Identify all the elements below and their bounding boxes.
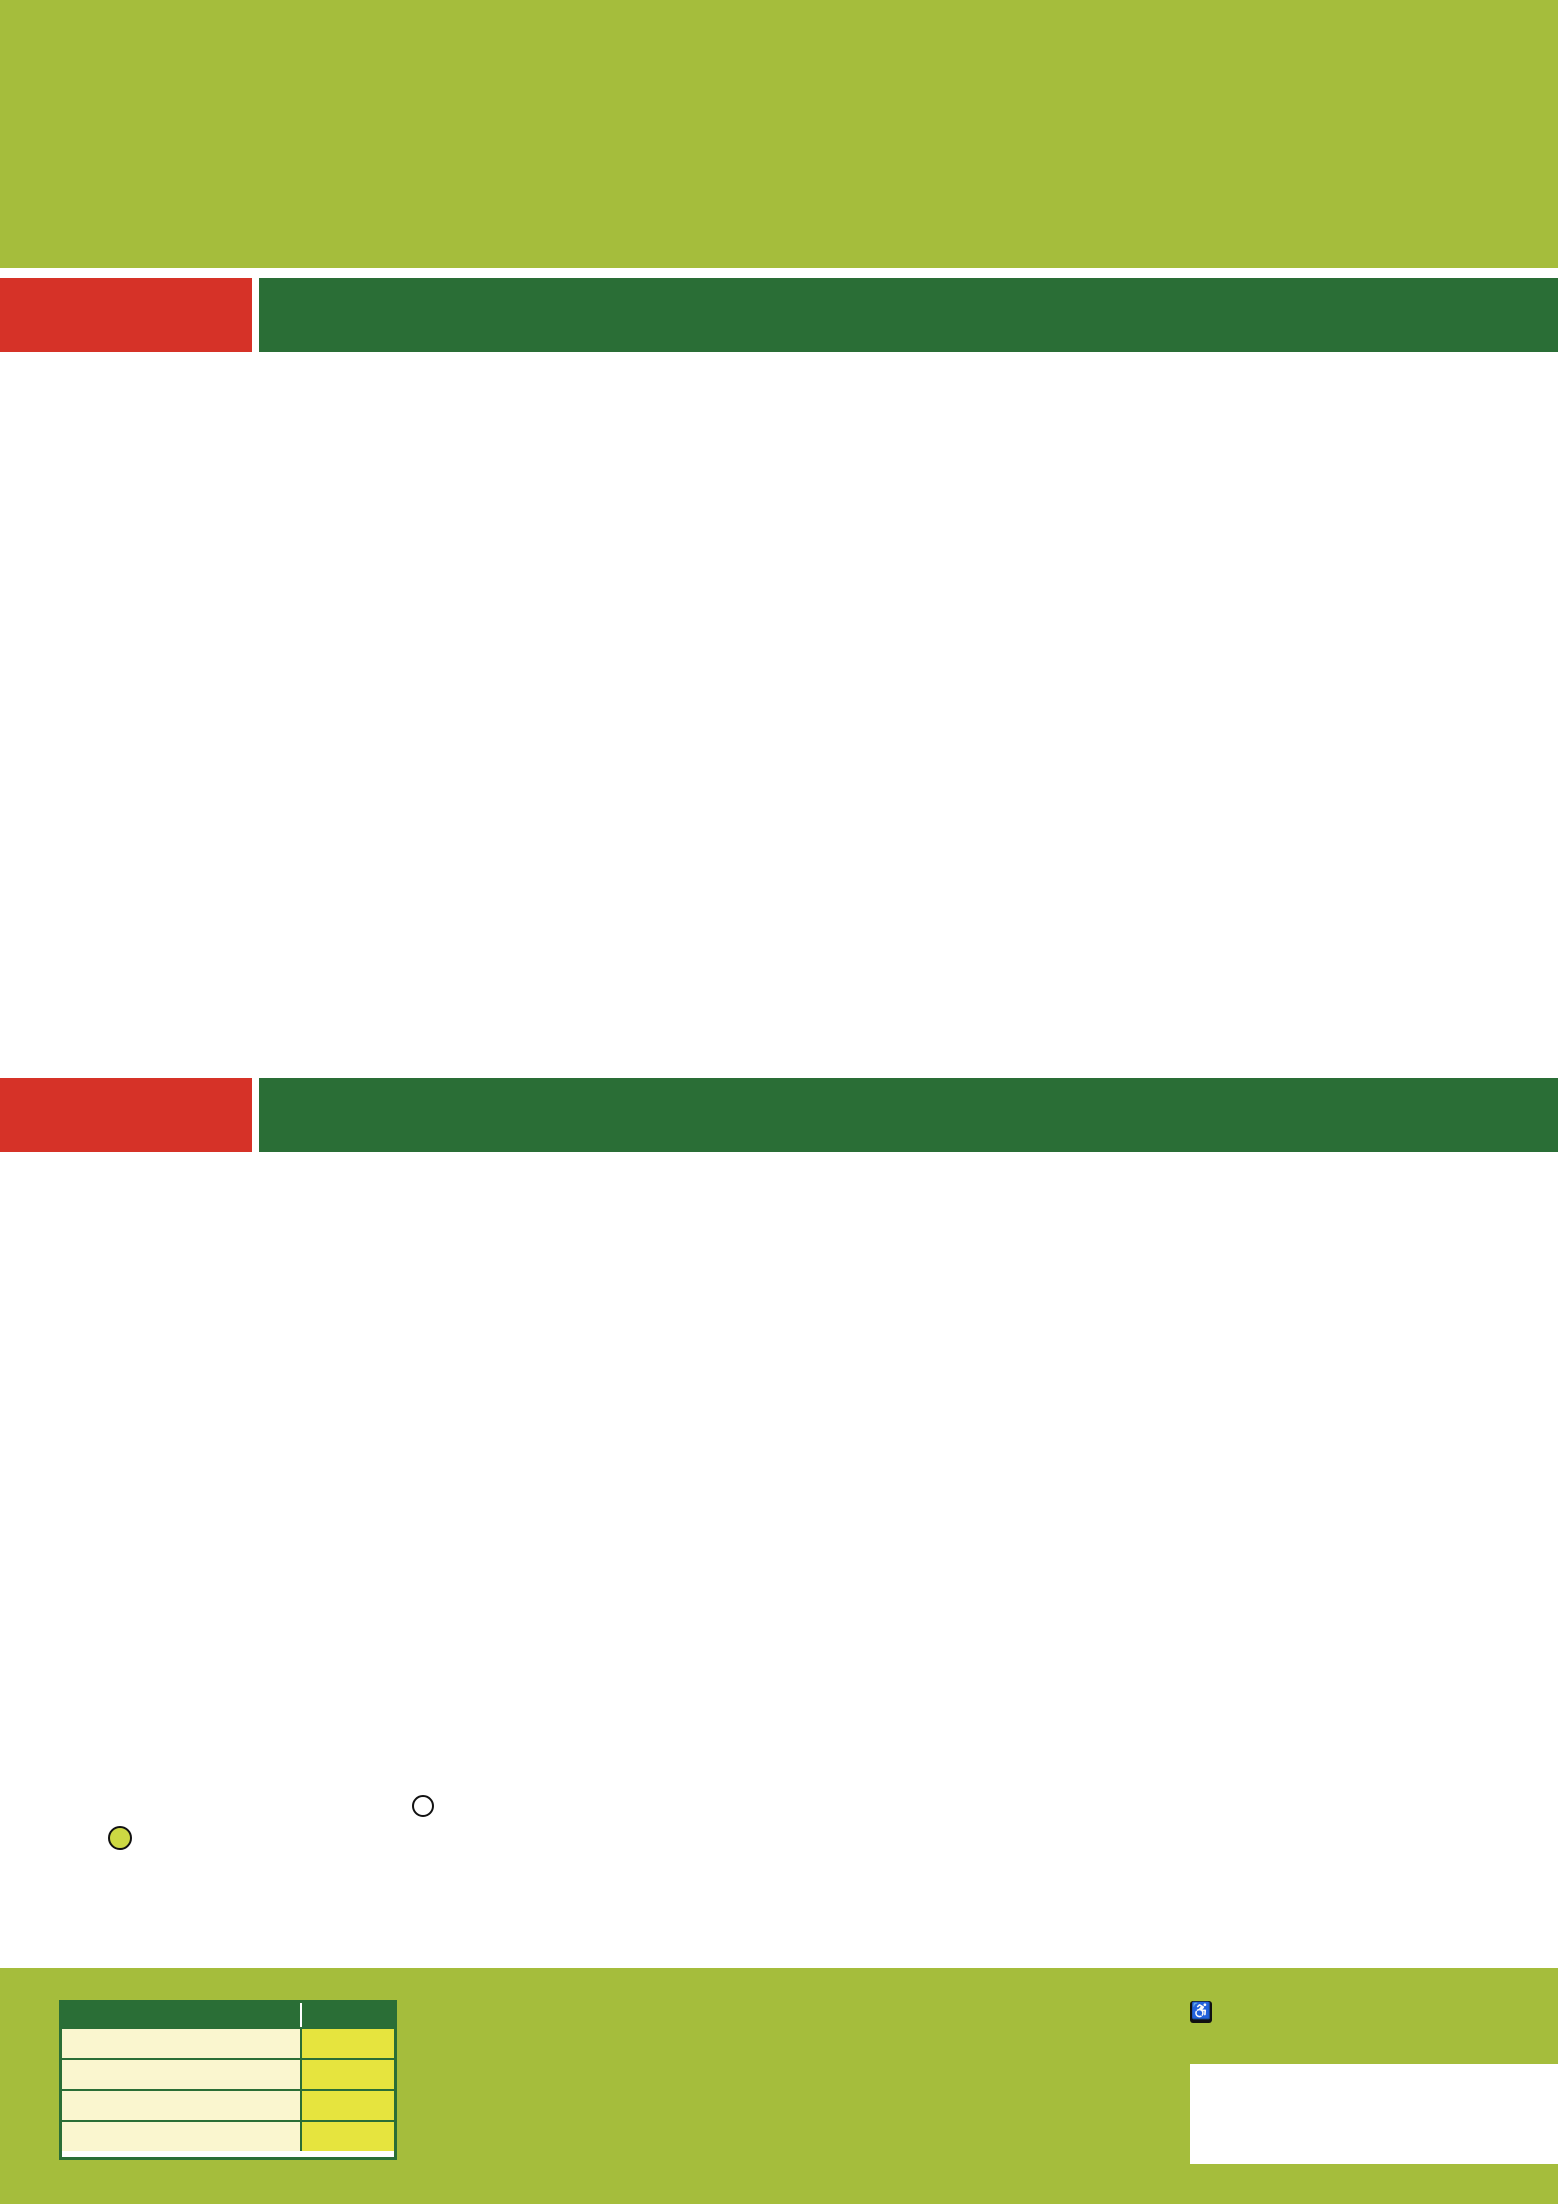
tarifs-table xyxy=(59,2000,397,2160)
tarif-row xyxy=(62,2120,394,2151)
holiday-symbol-icon xyxy=(412,1795,434,1817)
header-band xyxy=(0,0,1558,268)
direction-title xyxy=(259,1078,1558,1152)
wheelchair-icon: ♿ xyxy=(1190,2001,1212,2023)
region-logo xyxy=(1352,56,1512,168)
direction-title xyxy=(259,278,1558,352)
tarifs-header-titles xyxy=(62,2003,302,2027)
tarif-row xyxy=(62,2089,394,2120)
tarif-row xyxy=(62,2058,394,2089)
operator-box xyxy=(1190,2064,1558,2164)
line-badge xyxy=(0,1078,252,1152)
line-badge xyxy=(0,278,252,352)
on-demand-icon xyxy=(108,1826,132,1850)
tarifs-header-prices xyxy=(302,2003,394,2027)
tarif-row xyxy=(62,2027,394,2058)
